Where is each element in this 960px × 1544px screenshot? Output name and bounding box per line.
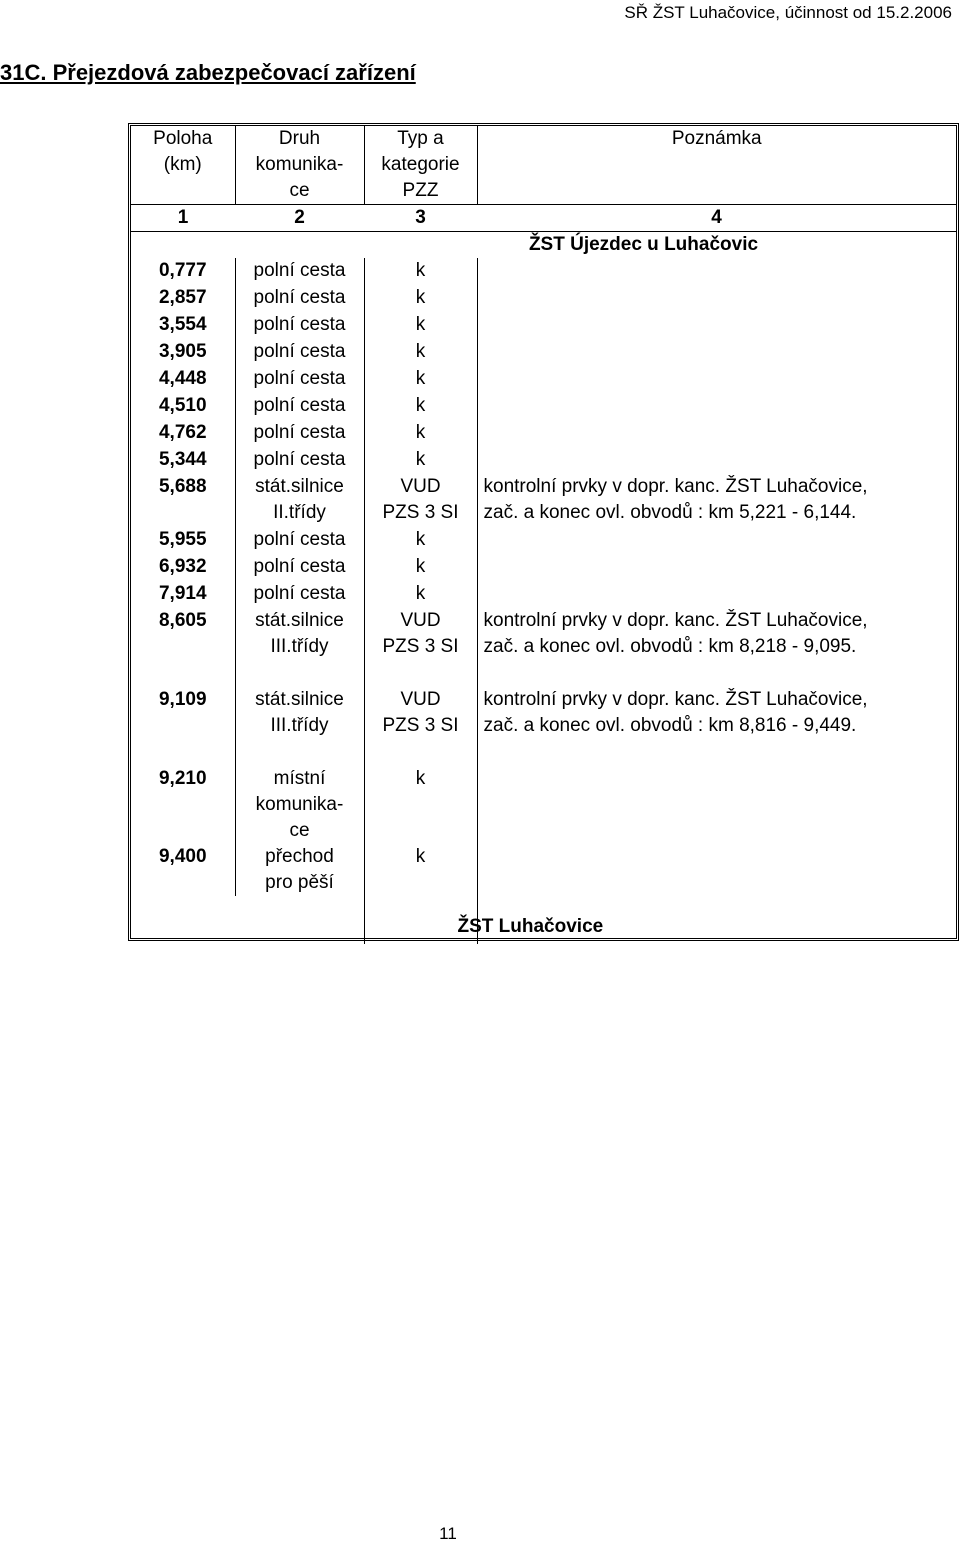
column-number: 2 xyxy=(235,205,364,232)
km-position: 9,400 xyxy=(158,846,207,867)
cell-line: k xyxy=(415,449,426,470)
cell-line: k xyxy=(415,287,426,308)
km-position: 4,510 xyxy=(158,395,207,416)
road-type xyxy=(235,608,364,687)
pzz-type xyxy=(364,581,477,608)
row-note xyxy=(477,366,956,393)
row-note xyxy=(477,527,956,554)
column-number: 4 xyxy=(477,205,956,232)
road-type xyxy=(235,766,364,844)
row-note xyxy=(477,474,956,527)
pzz-type xyxy=(364,366,477,393)
row-note xyxy=(477,285,956,312)
cell-line: VUD xyxy=(400,476,441,497)
road-type xyxy=(235,844,364,896)
cell-line: k xyxy=(415,368,426,389)
header-pzz-type xyxy=(364,126,477,205)
table-row xyxy=(131,844,956,896)
row-note xyxy=(477,393,956,420)
cell-line: ce xyxy=(289,820,310,841)
km-position: 0,777 xyxy=(158,260,207,281)
cell-line: PZS 3 SI xyxy=(382,636,459,657)
header-line: Typ a xyxy=(397,128,444,149)
km-position: 3,905 xyxy=(158,341,207,362)
header-line: PZZ xyxy=(402,180,439,201)
table-row xyxy=(131,339,956,366)
cell-line: k xyxy=(415,768,426,789)
header-line: ce xyxy=(289,180,310,201)
cell-line: stát.silnice xyxy=(255,689,344,710)
road-type xyxy=(235,366,364,393)
cell-line: k xyxy=(415,341,426,362)
table-row xyxy=(131,312,956,339)
cell-line: polní cesta xyxy=(253,395,346,416)
cell-line: k xyxy=(415,846,426,867)
cell-line: polní cesta xyxy=(253,260,346,281)
road-type xyxy=(235,312,364,339)
km-position: 9,109 xyxy=(158,689,207,710)
row-note xyxy=(477,258,956,285)
header-line: Poloha xyxy=(153,128,213,149)
cell-line: pro pěší xyxy=(265,872,334,893)
pzz-type xyxy=(364,312,477,339)
station-end-row xyxy=(131,896,956,944)
cell-line: k xyxy=(415,314,426,335)
table-row xyxy=(131,447,956,474)
cell-line: k xyxy=(415,556,426,577)
cell-line: polní cesta xyxy=(253,368,346,389)
station-end: ŽST Luhačovice xyxy=(457,916,604,937)
cell-line: zač. a konec ovl. obvodů : km 5,221 - 6,144. xyxy=(483,502,857,523)
km-position: 5,688 xyxy=(158,476,207,497)
cell-line: stát.silnice xyxy=(255,610,344,631)
cell-line: PZS 3 SI xyxy=(382,502,459,523)
row-note xyxy=(477,766,956,844)
cell-line: kontrolní prvky v dopr. kanc. ŽST Luhačovice, xyxy=(483,689,868,710)
cell-line: II.třídy xyxy=(273,502,326,523)
page-number: 11 xyxy=(439,1524,457,1543)
cell-line: polní cesta xyxy=(253,556,346,577)
km-position: 6,932 xyxy=(158,556,207,577)
row-note xyxy=(477,339,956,366)
cell-line: polní cesta xyxy=(253,314,346,335)
cell-line: polní cesta xyxy=(253,529,346,550)
road-type xyxy=(235,581,364,608)
km-position: 3,554 xyxy=(158,314,207,335)
header-line: komunika- xyxy=(255,154,344,175)
cell-line: stát.silnice xyxy=(255,476,344,497)
km-position: 4,762 xyxy=(158,422,207,443)
cell-line: k xyxy=(415,395,426,416)
cell-line: k xyxy=(415,583,426,604)
cell-line: polní cesta xyxy=(253,287,346,308)
cell-line: k xyxy=(415,529,426,550)
pzz-type xyxy=(364,554,477,581)
pzz-type xyxy=(364,285,477,312)
column-number-row xyxy=(131,205,956,232)
table-row xyxy=(131,687,956,766)
crossing-table xyxy=(128,123,959,941)
pzz-type xyxy=(364,687,477,766)
cell-line: polní cesta xyxy=(253,341,346,362)
table-row xyxy=(131,393,956,420)
km-position: 5,955 xyxy=(158,529,207,550)
table-header-row xyxy=(131,126,956,205)
km-position: 4,448 xyxy=(158,368,207,389)
road-type xyxy=(235,527,364,554)
table-row xyxy=(131,608,956,687)
pzz-type xyxy=(364,527,477,554)
document-header-note: SŘ ŽST Luhačovice, účinnost od 15.2.2006 xyxy=(624,3,952,22)
row-note xyxy=(477,844,956,896)
cell-line: zač. a konec ovl. obvodů : km 8,218 - 9,095. xyxy=(483,636,857,657)
column-number: 1 xyxy=(131,205,235,232)
km-position: 9,210 xyxy=(158,768,207,789)
cell-line: zač. a konec ovl. obvodů : km 8,816 - 9,449. xyxy=(483,715,857,736)
cell-line: přechod xyxy=(265,846,334,867)
table-row xyxy=(131,474,956,527)
cell-line: kontrolní prvky v dopr. kanc. ŽST Luhačovice, xyxy=(483,476,868,497)
cell-line: VUD xyxy=(400,689,441,710)
row-note xyxy=(477,312,956,339)
header-line: Druh xyxy=(278,128,321,149)
table-row xyxy=(131,766,956,844)
cell-line: komunika- xyxy=(255,794,344,815)
row-note xyxy=(477,447,956,474)
cell-line: PZS 3 SI xyxy=(382,715,459,736)
row-note xyxy=(477,608,956,687)
header-line: kategorie xyxy=(381,154,460,175)
road-type xyxy=(235,554,364,581)
station-start: ŽST Újezdec u Luhačovic xyxy=(131,232,956,259)
road-type xyxy=(235,447,364,474)
cell-line: místní xyxy=(273,768,326,789)
pzz-type xyxy=(364,393,477,420)
table-row xyxy=(131,285,956,312)
pzz-type xyxy=(364,420,477,447)
pzz-type xyxy=(364,258,477,285)
header-line: (km) xyxy=(163,154,202,175)
pzz-type xyxy=(364,447,477,474)
pzz-type xyxy=(364,339,477,366)
km-position: 7,914 xyxy=(158,583,207,604)
table-row xyxy=(131,366,956,393)
cell-line: VUD xyxy=(400,610,441,631)
km-position: 2,857 xyxy=(158,287,207,308)
cell-line: III.třídy xyxy=(270,636,329,657)
row-note xyxy=(477,581,956,608)
road-type xyxy=(235,420,364,447)
cell-line: k xyxy=(415,422,426,443)
km-position: 5,344 xyxy=(158,449,207,470)
section-title: 31C. Přejezdová zabezpečovací zařízení xyxy=(0,60,416,85)
road-type xyxy=(235,285,364,312)
row-note xyxy=(477,554,956,581)
header-line: Poznámka xyxy=(671,128,762,149)
header-road-type xyxy=(235,126,364,205)
cell-line: k xyxy=(415,260,426,281)
pzz-type xyxy=(364,766,477,844)
road-type xyxy=(235,687,364,766)
pzz-type xyxy=(364,844,477,896)
cell-line: polní cesta xyxy=(253,449,346,470)
cell-line: polní cesta xyxy=(253,422,346,443)
header-position xyxy=(131,126,235,205)
km-position: 8,605 xyxy=(158,610,207,631)
road-type xyxy=(235,393,364,420)
table-row xyxy=(131,581,956,608)
cell-line: kontrolní prvky v dopr. kanc. ŽST Luhačovice, xyxy=(483,610,868,631)
table-row xyxy=(131,258,956,285)
road-type xyxy=(235,258,364,285)
station-start-row xyxy=(131,232,956,259)
road-type xyxy=(235,339,364,366)
cell-line: III.třídy xyxy=(270,715,329,736)
cell-line: polní cesta xyxy=(253,583,346,604)
table-row xyxy=(131,420,956,447)
table-row xyxy=(131,554,956,581)
road-type xyxy=(235,474,364,527)
row-note xyxy=(477,420,956,447)
row-note xyxy=(477,687,956,766)
pzz-type xyxy=(364,608,477,687)
pzz-type xyxy=(364,474,477,527)
column-number: 3 xyxy=(364,205,477,232)
table-row xyxy=(131,527,956,554)
header-note xyxy=(477,126,956,205)
